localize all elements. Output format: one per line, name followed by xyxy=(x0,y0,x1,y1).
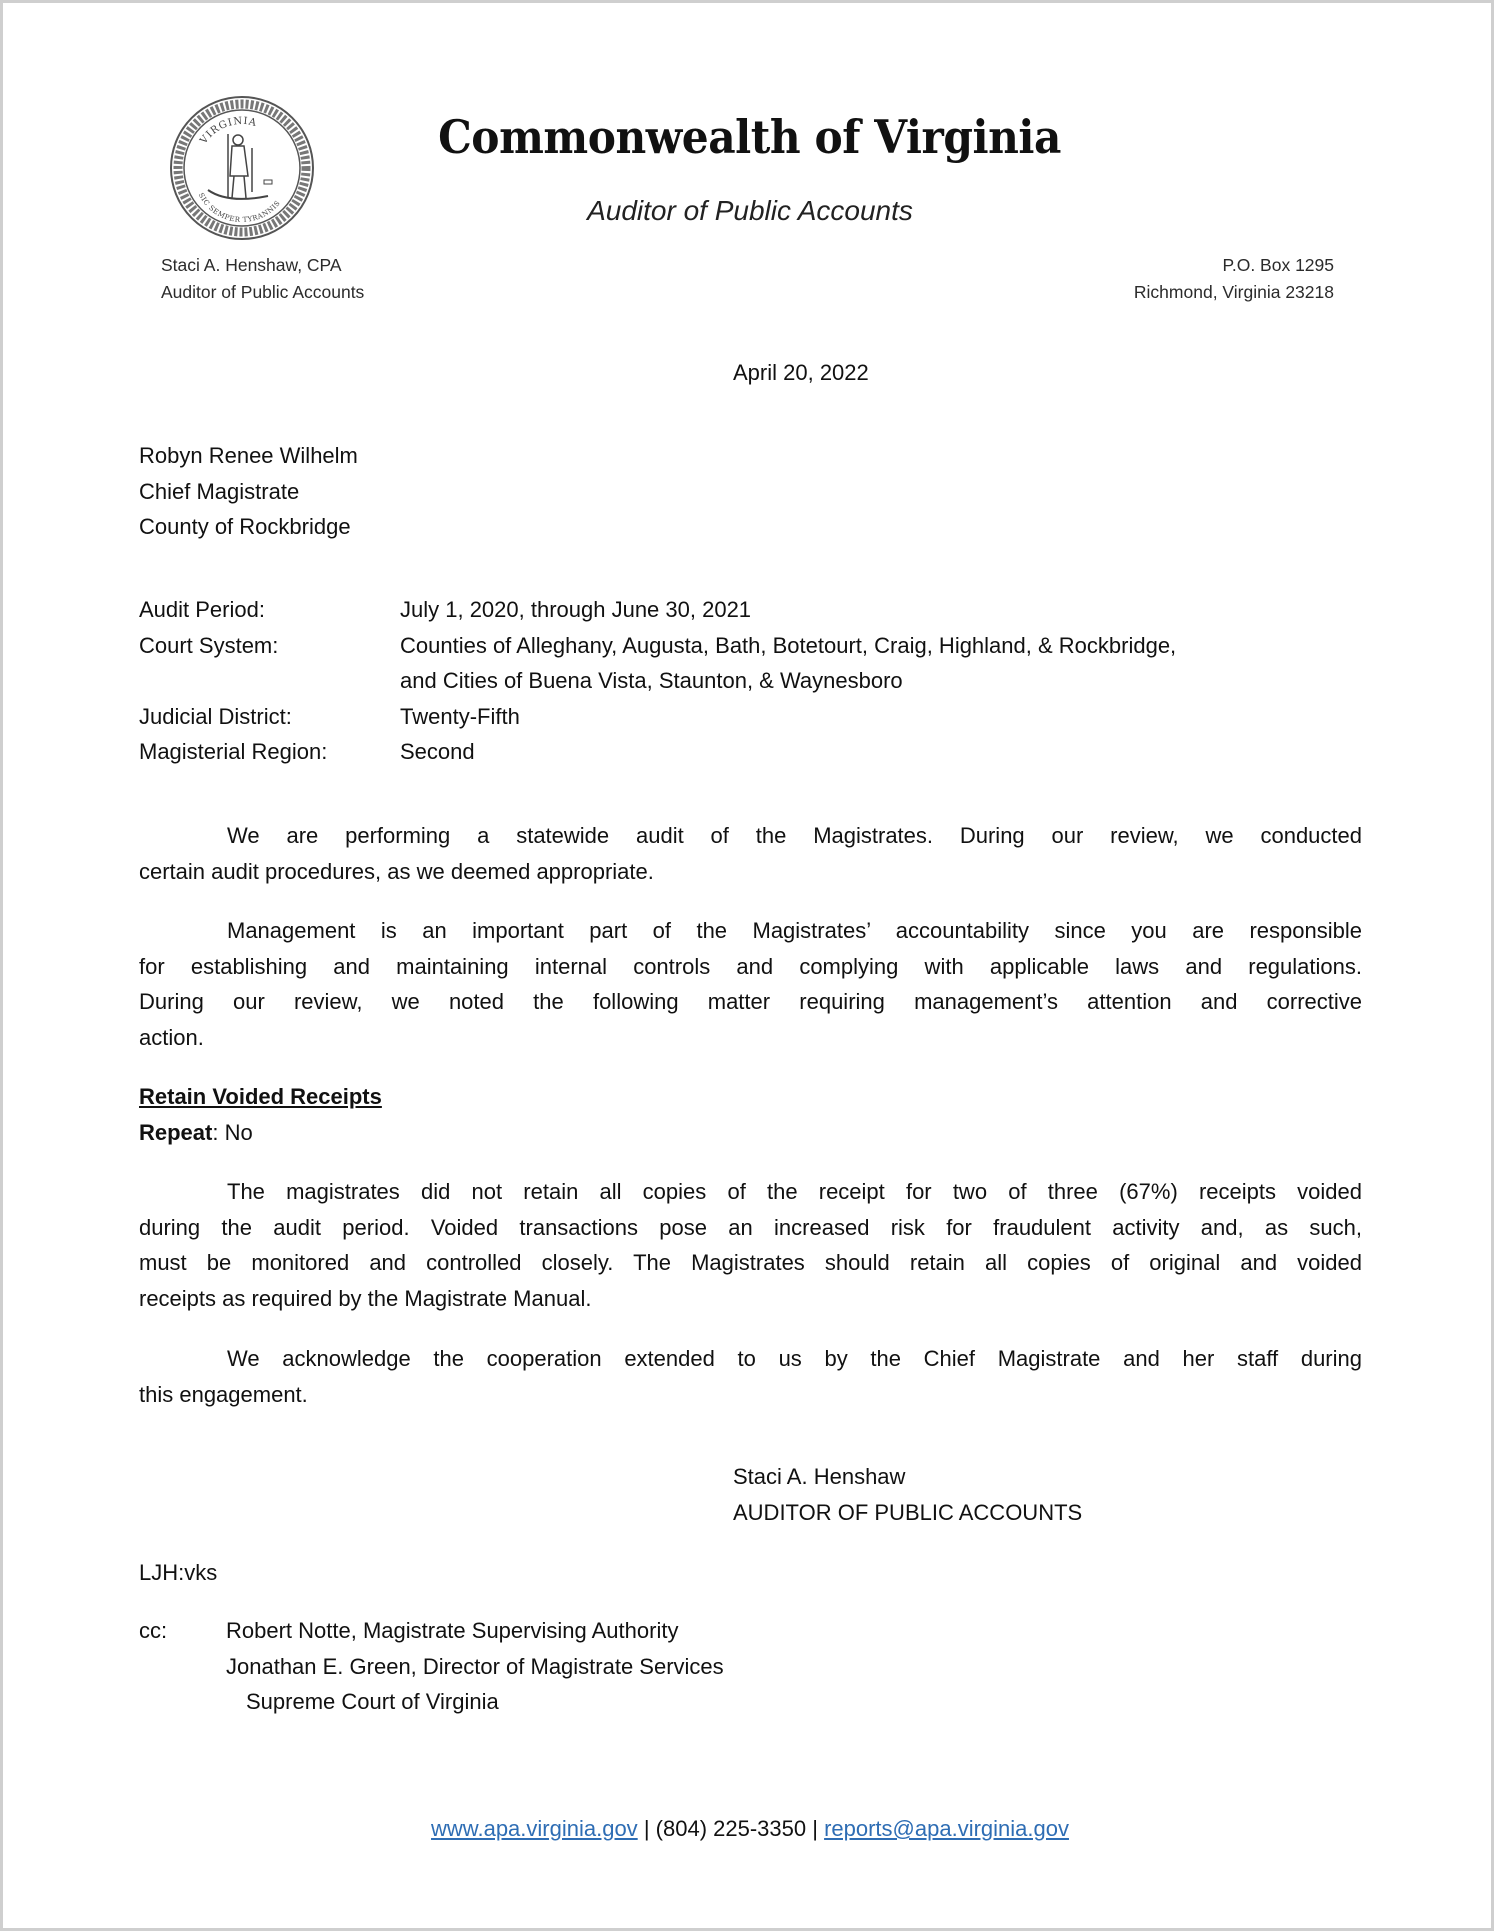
audit-period-label: Audit Period: xyxy=(139,597,265,622)
paragraph-acknowledgement xyxy=(139,1341,1362,1412)
judicial-district-value-line: Twenty-Fifth xyxy=(400,703,520,729)
recipient-name: Robyn Renee Wilhelm xyxy=(139,443,358,468)
cc-list xyxy=(226,1613,724,1720)
footer-contact xyxy=(3,1811,1494,1847)
magisterial-region-label: Magisterial Region: xyxy=(139,739,328,765)
signature-block xyxy=(733,1459,1082,1530)
paragraph-line: this engagement. xyxy=(139,1381,308,1407)
seal-top-text: VIRGINIA xyxy=(198,115,259,147)
letter-date: April 20, 2022 xyxy=(733,360,869,385)
court-system-value-line: and Cities of Buena Vista, Staunton, & Waynesboro xyxy=(400,668,903,694)
court-system-value-line: Counties of Alleghany, Augusta, Bath, Botetourt, Craig, Highland, & Rockbridge, xyxy=(400,632,1177,658)
audit-info-row xyxy=(139,592,1369,628)
paragraph-line: for establishing and maintaining internal controls and complying with applicable laws and regulations. xyxy=(139,953,1362,979)
recipient-locality: County of Rockbridge xyxy=(139,514,351,540)
audit-info-row xyxy=(139,699,1369,735)
paragraph-line: The magistrates did not retain all copies of the receipt for two of three (67%) receipts voided xyxy=(227,1179,1362,1204)
magisterial-region-value-line: Second xyxy=(400,739,475,765)
letterhead-address-block xyxy=(1134,252,1334,306)
paragraph-line: During our review, we noted the following matter requiring management’s attention and corrective xyxy=(139,989,1362,1015)
finding-repeat xyxy=(139,1115,253,1151)
phone-number: (804) 225-3350 xyxy=(655,1816,807,1841)
audit-info-table xyxy=(139,592,1369,770)
repeat-value: : No xyxy=(212,1120,253,1145)
paragraph-intro xyxy=(139,818,1362,889)
paragraph-line: receipts as required by the Magistrate Manual. xyxy=(139,1285,592,1311)
paragraph-line: Management is an important part of the Magistrates’ accountability since you are responsible xyxy=(227,918,1362,943)
paragraph-line: We acknowledge the cooperation extended to us by the Chief Magistrate and her staff during xyxy=(227,1346,1362,1371)
letterhead-subtitle: Auditor of Public Accounts xyxy=(587,195,913,226)
cc-label: cc: xyxy=(139,1618,168,1643)
signature-title: AUDITOR OF PUBLIC ACCOUNTS xyxy=(733,1499,1083,1525)
footer-separator: | xyxy=(643,1816,650,1841)
letterhead-title-text: Commonwealth of Virginia xyxy=(438,110,1062,164)
judicial-district-label: Judicial District: xyxy=(139,703,292,729)
paragraph-line: during the audit period. Voided transactions pose an increased risk for fraudulent activity and, as such, xyxy=(139,1214,1362,1240)
auditor-title: Auditor of Public Accounts xyxy=(161,282,365,302)
magisterial-region-value xyxy=(400,734,1369,770)
typist-initials: LJH:vks xyxy=(139,1560,218,1585)
cc-recipient: Robert Notte, Magistrate Supervising Authority xyxy=(226,1618,679,1643)
recipient-title: Chief Magistrate xyxy=(139,478,300,504)
auditor-name: Staci A. Henshaw, CPA xyxy=(161,255,342,275)
paragraph-line: action. xyxy=(139,1024,204,1050)
cc-recipient: Jonathan E. Green, Director of Magistrate Services xyxy=(226,1653,724,1679)
repeat-label: Repeat xyxy=(139,1120,213,1145)
paragraph-finding xyxy=(139,1174,1362,1316)
audit-info-row xyxy=(139,628,1369,699)
paragraph-management xyxy=(139,913,1362,1055)
recipient-block xyxy=(139,438,358,545)
finding-heading: Retain Voided Receipts xyxy=(139,1084,382,1109)
paragraph-line: certain audit procedures, as we deemed appropriate. xyxy=(139,858,654,884)
website-link[interactable]: www.apa.virginia.gov xyxy=(431,1816,638,1841)
paragraph-line: must be monitored and controlled closely. The Magistrates should retain all copies of original and voided xyxy=(139,1250,1362,1276)
signature-name: Staci A. Henshaw xyxy=(733,1464,906,1489)
audit-info-row xyxy=(139,734,1369,770)
court-system-value xyxy=(400,628,1369,699)
letterhead-title xyxy=(3,107,1494,167)
email-link[interactable]: reports@apa.virginia.gov xyxy=(824,1816,1069,1841)
judicial-district-value xyxy=(400,699,1369,735)
footer-separator: | xyxy=(812,1816,818,1841)
audit-period-value xyxy=(400,592,1369,628)
paragraph-line: We are performing a statewide audit of the Magistrates. During our review, we conducted xyxy=(227,823,1362,848)
seal-bottom-text: SIC SEMPER TYRANNIS xyxy=(196,191,282,225)
city-state-zip: Richmond, Virginia 23218 xyxy=(1133,282,1334,302)
audit-period-value-line: July 1, 2020, through June 30, 2021 xyxy=(400,597,752,622)
court-system-label: Court System: xyxy=(139,632,279,658)
po-box: P.O. Box 1295 xyxy=(1222,255,1334,275)
cc-recipient-organization: Supreme Court of Virginia xyxy=(246,1689,499,1715)
letterhead-auditor-block xyxy=(161,252,364,306)
